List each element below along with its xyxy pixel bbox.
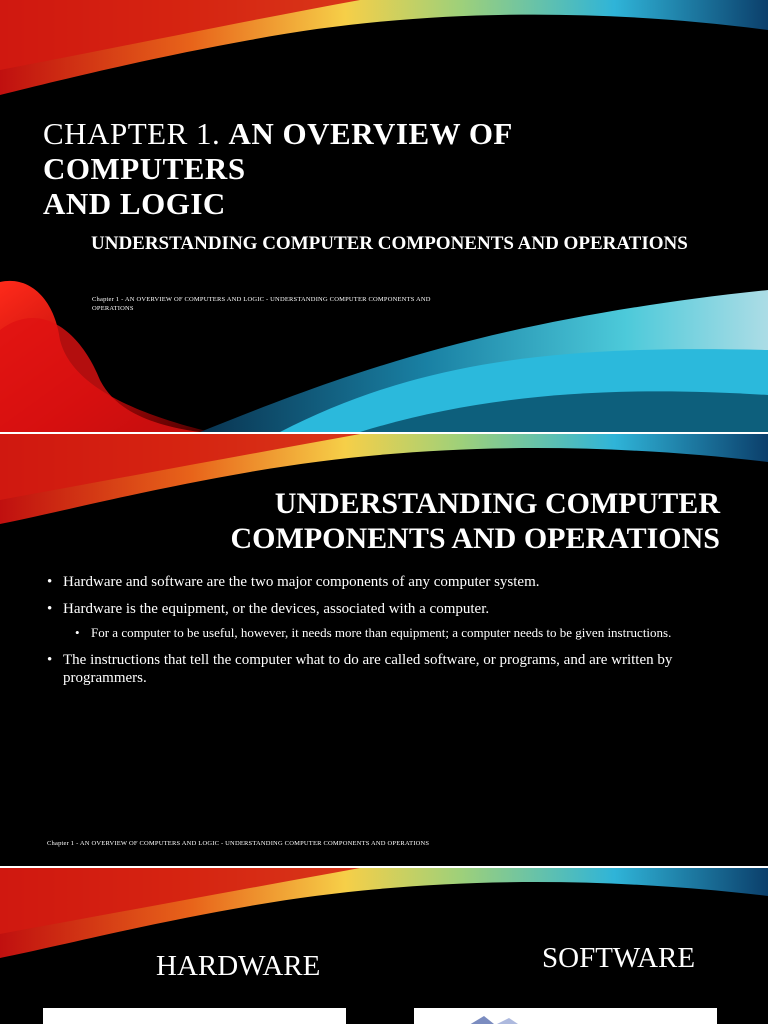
title-line-2: COMPUTERS xyxy=(43,151,246,186)
hardware-image xyxy=(43,1008,346,1024)
bullet-list xyxy=(47,573,727,696)
slide-footer: Chapter 1 - AN OVERVIEW OF COMPUTERS AND LOGIC - UNDERSTANDING COMPUTER COMPONENTS AND OPERATIONS xyxy=(92,296,431,312)
title-line-1: AN OVERVIEW OF xyxy=(228,116,513,151)
slide-footer: Chapter 1 - AN OVERVIEW OF COMPUTERS AND LOGIC - UNDERSTANDING COMPUTER COMPONENTS AND OPERATIONS xyxy=(47,840,430,847)
content-slide xyxy=(0,434,768,866)
slide-title: UNDERSTANDING COMPUTER COMPONENTS AND OPERATIONS xyxy=(230,487,720,555)
list-item: • The instructions that tell the computer what to do are called software, or programs, and are written by programmers. xyxy=(47,651,727,687)
slide-title xyxy=(43,116,683,221)
list-item: • Hardware is the equipment, or the devices, associated with a computer. xyxy=(47,600,727,618)
software-heading: SOFTWARE xyxy=(542,942,696,974)
list-item: • Hardware and software are the two major components of any computer system. xyxy=(47,573,727,591)
title-slide xyxy=(0,0,768,432)
title-line-3: AND LOGIC xyxy=(43,186,226,221)
slide-subtitle: UNDERSTANDING COMPUTER COMPONENTS AND OPERATIONS xyxy=(91,233,688,254)
list-item-sub: • For a computer to be useful, however, it needs more than equipment; a computer needs to be given instructions. xyxy=(47,625,727,641)
hardware-software-slide xyxy=(0,868,768,1024)
hardware-heading: HARDWARE xyxy=(156,950,321,982)
software-graphic-icon xyxy=(414,1008,717,1024)
chapter-label: CHAPTER 1. xyxy=(43,116,221,151)
software-image xyxy=(414,1008,717,1024)
